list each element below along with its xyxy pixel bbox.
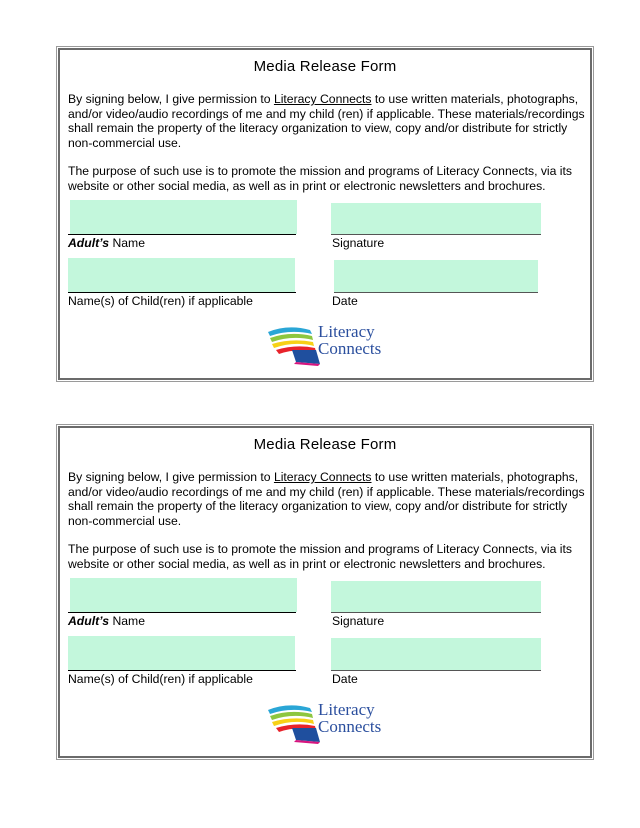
date-underline — [331, 670, 541, 671]
signature-label: Signature — [332, 614, 385, 628]
adult-name-label — [68, 236, 145, 250]
media-release-form-1 — [58, 48, 592, 380]
date-label: Date — [332, 294, 358, 308]
child-name-underline — [68, 670, 296, 671]
permission-paragraph — [68, 470, 592, 528]
book-icon — [266, 320, 322, 366]
adult-name-field[interactable] — [70, 200, 297, 234]
permission-text-start: By signing below, I give permission to — [68, 470, 274, 484]
date-field[interactable] — [334, 260, 538, 292]
adult-name-label — [68, 614, 145, 628]
logo-text-literacy: Literacy — [318, 700, 375, 719]
form-title: Media Release Form — [253, 58, 397, 75]
adult-name-underline — [68, 234, 296, 235]
literacy-connects-logo — [266, 698, 396, 744]
logo-text-connects: Connects — [318, 339, 382, 358]
adult-label-bold: Adult’s — [68, 614, 110, 628]
child-name-field[interactable] — [68, 258, 295, 292]
signature-underline — [331, 612, 541, 613]
signature-underline — [331, 234, 541, 235]
permission-text-end: to use written materials, photographs, and/or video/audio recordings of me and my child (ren) if applicable. These materials/recordings shall remain the property of the literacy organization to view, copy and/or distribute for strictly non-commercial use. — [68, 92, 585, 150]
literacy-connects-link[interactable]: Literacy Connects — [273, 92, 372, 106]
signature-label: Signature — [332, 236, 385, 250]
child-name-field[interactable] — [68, 636, 295, 670]
child-name-label: Name(s) of Child(ren) if applicable — [68, 672, 253, 686]
adult-label-rest: Name — [109, 614, 145, 628]
adult-name-underline — [68, 612, 296, 613]
literacy-connects-link[interactable]: Literacy Connects — [273, 470, 372, 484]
purpose-paragraph: The purpose of such use is to promote the mission and programs of Literacy Connects, via its website or other social media, as well as in print or electronic newsletters and brochures. — [68, 164, 572, 193]
logo-text-literacy: Literacy — [318, 322, 375, 341]
child-name-underline — [68, 292, 296, 293]
date-field[interactable] — [331, 638, 541, 670]
date-label: Date — [332, 672, 358, 686]
signature-field[interactable] — [331, 203, 541, 234]
permission-text-start: By signing below, I give permission to — [68, 92, 274, 106]
purpose-paragraph: The purpose of such use is to promote the mission and programs of Literacy Connects, via its website or other social media, as well as in print or electronic newsletters and brochures. — [68, 542, 572, 571]
adult-label-rest: Name — [109, 236, 145, 250]
adult-label-bold: Adult’s — [68, 236, 110, 250]
form-title: Media Release Form — [253, 436, 397, 453]
logo-text-connects: Connects — [318, 717, 382, 736]
media-release-form-2 — [58, 426, 592, 758]
literacy-connects-logo — [266, 320, 396, 366]
child-name-label: Name(s) of Child(ren) if applicable — [68, 294, 253, 308]
permission-text-end: to use written materials, photographs, and/or video/audio recordings of me and my child (ren) if applicable. These materials/recordings shall remain the property of the literacy organization to view, copy and/or distribute for strictly non-commercial use. — [68, 470, 585, 528]
book-icon — [266, 698, 322, 744]
date-underline — [334, 292, 538, 293]
adult-name-field[interactable] — [70, 578, 297, 612]
signature-field[interactable] — [331, 581, 541, 612]
permission-paragraph — [68, 92, 592, 150]
